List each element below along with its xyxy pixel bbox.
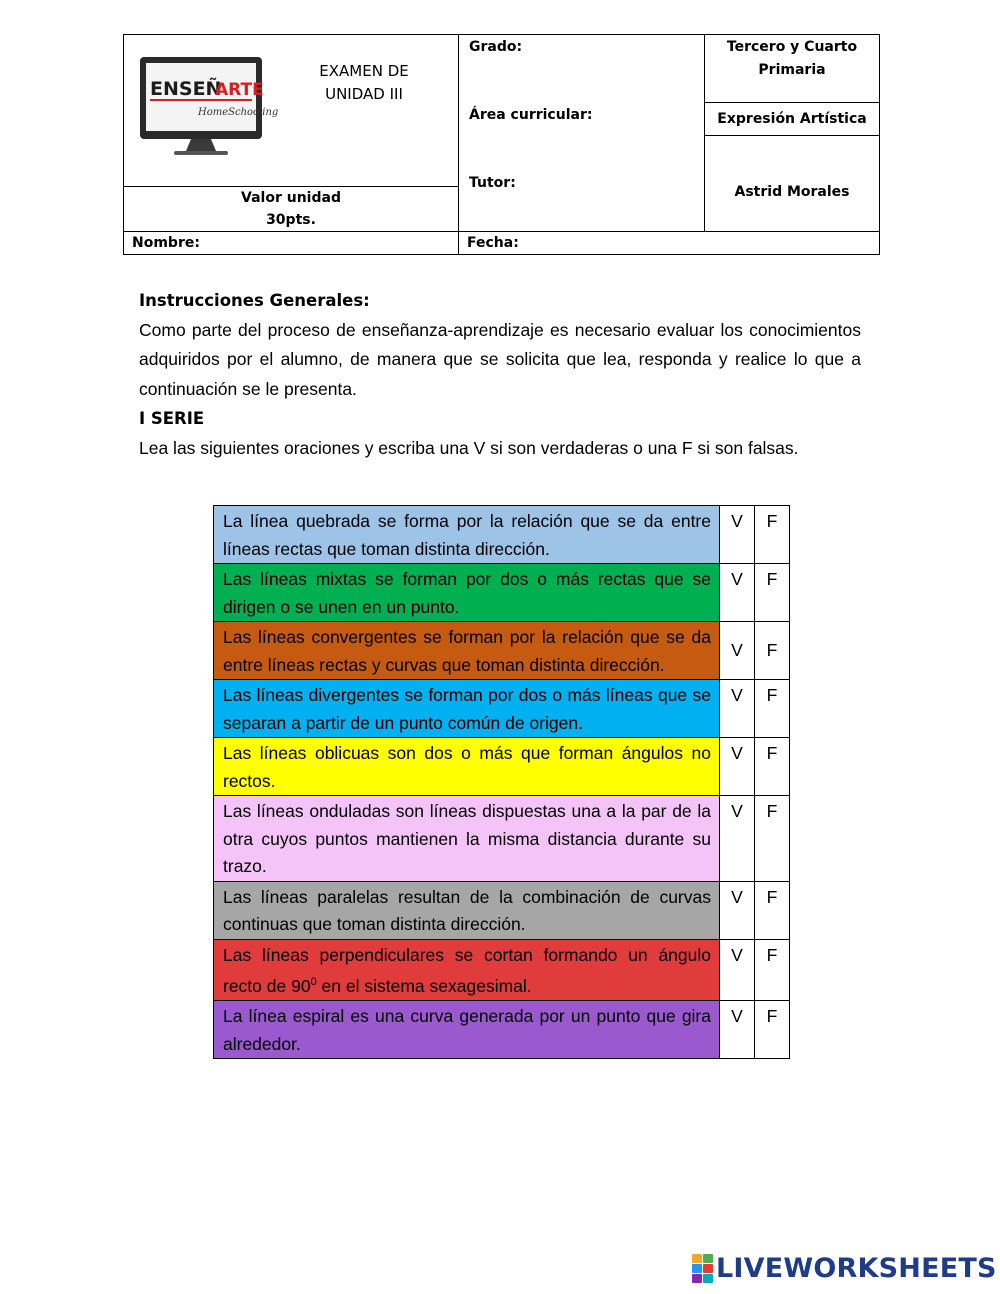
true-option[interactable]: V: [720, 796, 755, 882]
question-text: Las líneas oblicuas son dos o más que forman ángulos no rectos.: [214, 738, 720, 796]
instructions-section: [139, 286, 861, 463]
false-option[interactable]: F: [755, 1001, 790, 1059]
brand-text: LIVEWORKSHEETS: [716, 1252, 997, 1284]
false-option[interactable]: F: [755, 939, 790, 1001]
nombre-field[interactable]: Nombre:: [124, 232, 459, 255]
serie-instruction: Lea las siguientes oraciones y escriba una V si son verdaderas o una F si son falsas.: [139, 437, 799, 458]
enseñarte-logo: [136, 55, 279, 157]
question-text: [214, 939, 720, 1001]
false-option[interactable]: F: [755, 564, 790, 622]
true-option[interactable]: V: [720, 680, 755, 738]
logo-brand-main: ENSEÑ: [150, 78, 222, 100]
true-option[interactable]: V: [720, 622, 755, 680]
question-text: Las líneas onduladas son líneas dispuestas una a la par de la otra cuyos puntos mantienen la misma distancia durante su trazo.: [214, 796, 720, 882]
false-option[interactable]: F: [755, 796, 790, 882]
liveworksheets-brand: [692, 1252, 997, 1284]
logo-brand-sub: HomeSchooling: [198, 107, 279, 118]
true-option[interactable]: V: [720, 1001, 755, 1059]
fecha-field[interactable]: Fecha:: [459, 232, 880, 255]
valor-cell: [124, 187, 459, 232]
false-option[interactable]: F: [755, 680, 790, 738]
false-option[interactable]: F: [755, 881, 790, 939]
question-text: Las líneas convergentes se forman por la relación que se da entre líneas rectas y curvas que toman distinta dirección.: [214, 622, 720, 680]
question-text: La línea quebrada se forma por la relación que se da entre líneas rectas que toman distinta dirección.: [214, 506, 720, 564]
question-row: [214, 881, 790, 939]
question-text: Las líneas mixtas se forman por dos o más rectas que se dirigen o se unen en un punto.: [214, 564, 720, 622]
logo-title-cell: [124, 35, 459, 187]
degree-superscript: 0: [310, 976, 317, 988]
question-row: [214, 506, 790, 564]
logo-brand-accent: ARTE: [215, 80, 264, 100]
true-option[interactable]: V: [720, 881, 755, 939]
liveworksheets-icon: [692, 1254, 712, 1282]
tutor-value: Astrid Morales: [705, 136, 880, 232]
valor-label: Valor unidad: [241, 190, 341, 206]
area-label: Área curricular:: [469, 107, 593, 123]
true-false-table: [213, 505, 790, 1059]
true-option[interactable]: V: [720, 564, 755, 622]
serie-title: I SERIE: [139, 409, 205, 428]
true-option[interactable]: V: [720, 738, 755, 796]
grado-value: Tercero y Cuarto Primaria: [705, 35, 880, 103]
labels-cell: [459, 35, 705, 232]
true-option[interactable]: V: [720, 939, 755, 1001]
instructions-title: Instrucciones Generales:: [139, 291, 370, 310]
question-text-part: en el sistema sexagesimal.: [316, 975, 532, 996]
question-text: La línea espiral es una curva generada por un punto que gira alrededor.: [214, 1001, 720, 1059]
exam-title: EXAMEN DE UNIDAD III: [319, 62, 409, 103]
question-row: [214, 1001, 790, 1059]
tutor-label: Tutor:: [469, 175, 516, 191]
area-value: Expresión Artística: [705, 103, 880, 136]
question-text: Las líneas divergentes se forman por dos o más líneas que se separan a partir de un punto común de origen.: [214, 680, 720, 738]
question-text: Las líneas paralelas resultan de la combinación de curvas continuas que toman distinta dirección.: [214, 881, 720, 939]
valor-points: 30pts.: [266, 212, 316, 228]
false-option[interactable]: F: [755, 506, 790, 564]
question-row: [214, 680, 790, 738]
question-row: [214, 738, 790, 796]
true-option[interactable]: V: [720, 506, 755, 564]
false-option[interactable]: F: [755, 738, 790, 796]
question-row: [214, 939, 790, 1001]
instructions-text: Como parte del proceso de enseñanza-aprendizaje es necesario evaluar los conocimientos adquiridos por el alumno, de manera que se solicita que lea, responda y realice lo que a continuación se le presenta.: [139, 319, 861, 399]
false-option[interactable]: F: [755, 622, 790, 680]
question-row: [214, 564, 790, 622]
exam-header-table: [123, 34, 880, 255]
question-row: [214, 622, 790, 680]
grado-label: Grado:: [469, 39, 523, 55]
question-row: [214, 796, 790, 882]
question-text-part: Las líneas perpendiculares se cortan formando un ángulo recto de 90: [223, 944, 711, 996]
